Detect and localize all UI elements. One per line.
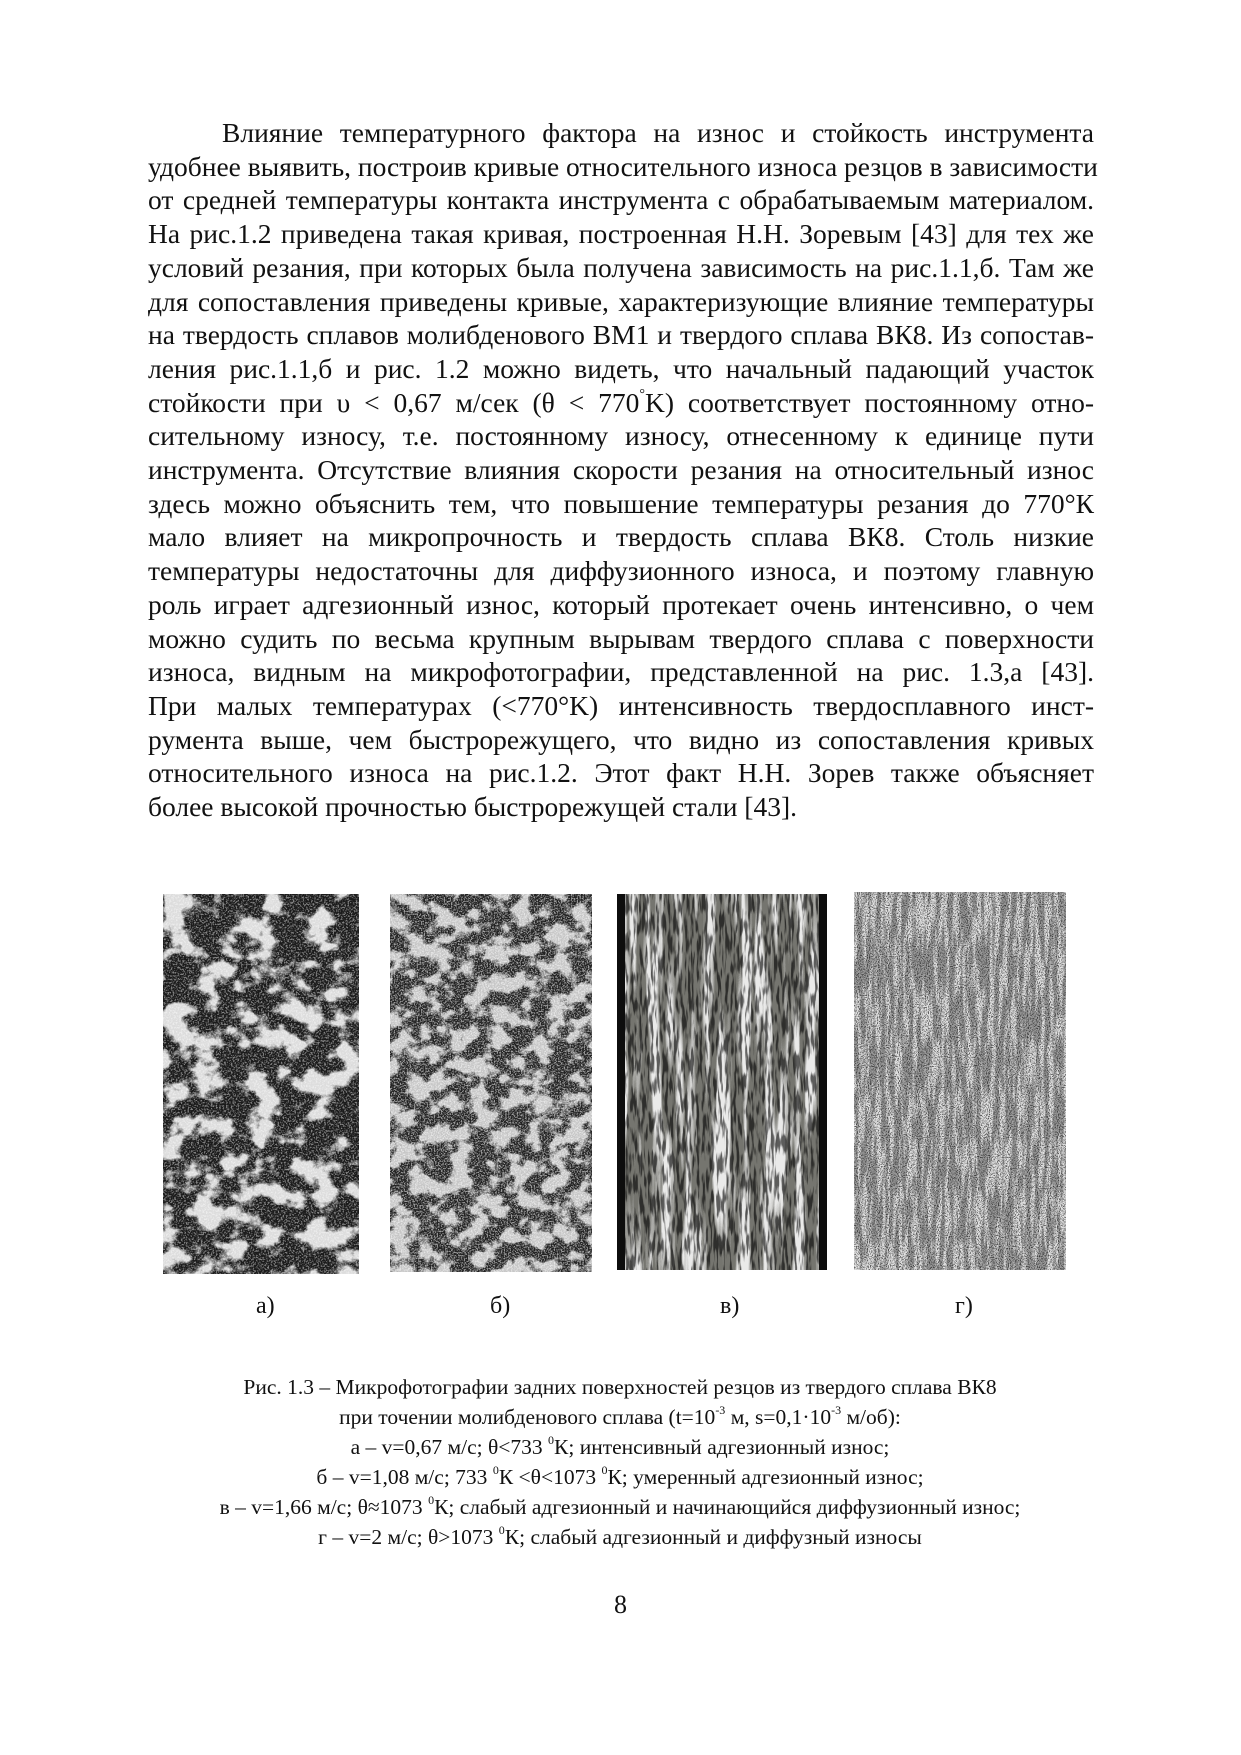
caption-line: [130, 1432, 1110, 1462]
caption-superscript: 0: [492, 1463, 499, 1477]
text-line: [148, 386, 1094, 420]
figure-caption: [130, 1372, 1110, 1552]
caption-superscript: 0: [548, 1433, 555, 1447]
text-line: износа, видным на микрофотографии, представленной на рис. 1.3,а [43].: [148, 656, 1094, 688]
caption-superscript: 0: [601, 1463, 608, 1477]
caption-superscript: -3: [715, 1403, 726, 1417]
figure-label-a: а): [256, 1293, 275, 1319]
text-line: здесь можно объяснить тем, что повышение температуры резания до 770°К: [148, 487, 1094, 519]
caption-fragment: К; умеренный адгезионный износ;: [607, 1465, 924, 1489]
text-fragment: стойкости при υ < 0,67 м/сек (θ < 770: [148, 386, 640, 418]
caption-fragment: К; интенсивный адгезионный износ;: [554, 1435, 890, 1459]
caption-fragment: г – v=2 м/с; θ>1073: [318, 1525, 499, 1549]
text-line: ления рис.1.1,б и рис. 1.2 можно видеть, что начальный падающий участок: [148, 352, 1094, 384]
text-line: более высокой прочностью быстрорежущей стали [43].: [148, 791, 798, 823]
figure-label-d: г): [955, 1293, 973, 1319]
micrograph-b: [390, 894, 592, 1272]
caption-line: [130, 1492, 1110, 1522]
text-line: инструмента. Отсутствие влияния скорости резания на относительный износ: [148, 454, 1094, 486]
caption-superscript: 0: [498, 1523, 505, 1537]
text-line: При малых температурах (<770°K) интенсивность твердосплавного инст-: [148, 689, 1094, 721]
text-line: для сопоставления приведены кривые, характеризующие влияние температуры: [148, 285, 1094, 317]
caption-fragment: К; слабый адгезионный и диффузный износы: [504, 1525, 922, 1549]
figure-label-c: в): [720, 1293, 740, 1319]
caption-fragment: а – v=0,67 м/с; θ<733: [350, 1435, 549, 1459]
text-line: На рис.1.2 приведена такая кривая, построенная Н.Н. Зоревым [43] для тех же: [148, 218, 1094, 250]
text-line: сительному износу, т.е. постоянному износу, отнесенному к единице пути: [148, 420, 1094, 452]
text-line: удобнее выявить, построив кривые относительного износа резцов в зависимости: [148, 150, 1098, 182]
text-line: условий резания, при которых была получена зависимость на рис.1.1,б. Там же: [148, 251, 1094, 283]
caption-fragment: К; слабый адгезионный и начинающийся диффузионный износ;: [434, 1495, 1021, 1519]
text-line: можно судить по весьма крупным вырывам твердого сплава с поверхности: [148, 622, 1094, 654]
text-line: от средней температуры контакта инструмента с обрабатываемым материалом.: [148, 184, 1094, 216]
body-paragraph: [148, 116, 1098, 824]
caption-fragment: б – v=1,08 м/с; 733: [316, 1465, 493, 1489]
caption-fragment: м, s=0,1·10: [725, 1405, 832, 1429]
micrograph-a: [163, 894, 359, 1274]
figure-label-b: б): [490, 1293, 511, 1319]
caption-line: [130, 1462, 1110, 1492]
caption-fragment: при точении молибденового сплава (t=10: [339, 1405, 716, 1429]
degree-superscript: °: [639, 386, 645, 402]
micrograph-d: [854, 892, 1066, 1270]
text-line: Влияние температурного фактора на износ и стойкость инструмента: [222, 117, 1094, 148]
text-fragment: K) соответствует постоянному отно-: [644, 386, 1094, 418]
caption-superscript: -3: [831, 1403, 842, 1417]
text-line: мало влияет на микропрочность и твердость сплава ВК8. Столь низкие: [148, 521, 1094, 553]
caption-superscript: 0: [428, 1493, 435, 1507]
text-line: на твердость сплавов молибденового ВМ1 и твердого сплава ВК8. Из сопостав-: [148, 319, 1094, 351]
text-line: румента выше, чем быстрорежущего, что видно из сопоставления кривых: [148, 723, 1094, 755]
caption-line: Рис. 1.3 – Микрофотографии задних поверхностей резцов из твердого сплава ВК8: [243, 1375, 997, 1399]
page-number: 8: [614, 1590, 627, 1619]
caption-line: [130, 1522, 1110, 1552]
micrograph-c: [617, 894, 827, 1270]
caption-fragment: м/об):: [841, 1405, 901, 1429]
caption-fragment: К <θ<1073: [498, 1465, 602, 1489]
text-line: роль играет адгезионный износ, который протекает очень интенсивно, о чем: [148, 588, 1094, 620]
text-line: относительного износа на рис.1.2. Этот факт Н.Н. Зорев также объясняет: [148, 757, 1094, 789]
text-line: температуры недостаточны для диффузионного износа, и поэтому главную: [148, 555, 1094, 587]
caption-line: [130, 1402, 1110, 1432]
caption-fragment: в – v=1,66 м/с; θ≈1073: [219, 1495, 429, 1519]
